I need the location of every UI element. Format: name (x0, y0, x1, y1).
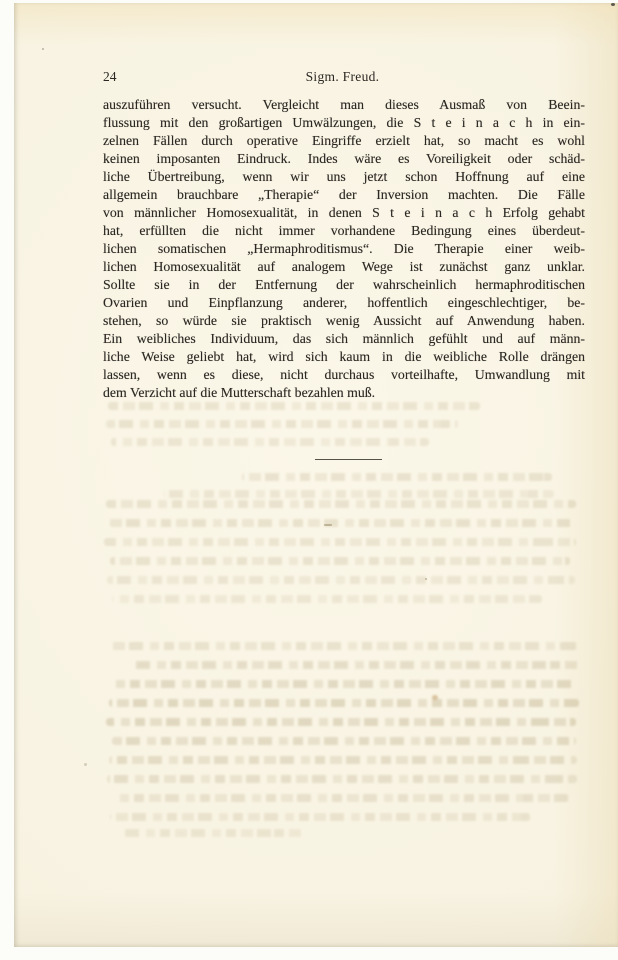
page-header (103, 68, 582, 86)
paragraph-line: stehen, so würde sie praktisch wenig Aussicht auf Anwendung haben. (103, 313, 585, 328)
ghost-text-line (106, 420, 458, 428)
section-divider-rule (315, 459, 382, 460)
paragraph-line: zelnen Fällen durch operative Eingriffe erzielt hat, so macht es wohl (103, 133, 585, 148)
ghost-text-line (106, 500, 576, 508)
book-page (14, 3, 618, 947)
paragraph-line: flussung mit den großartigen Umwälzungen, die S t e i n a c h in ein- (103, 115, 585, 130)
ghost-text-line (104, 538, 576, 546)
ghost-text-line (107, 775, 577, 783)
paragraph-line: allgemein brauchbare „Therapie“ der Inversion machten. Die Fälle (103, 187, 585, 202)
ghost-text-line (110, 813, 530, 821)
paragraph-line: Ein weibliches Individuum, das sich männlich gefühlt und auf männ- (103, 331, 585, 346)
paragraph-line: lassen, wenn es diese, nicht durchaus vorteilhafte, Umwandlung mit (103, 367, 585, 382)
ghost-text-line (109, 756, 577, 764)
ghost-text-line (242, 473, 552, 481)
paragraph-line: Ovarien und Einpflanzung anderer, hoffentlich eingeschlechtiger, be- (103, 295, 585, 310)
scan-speck (432, 695, 438, 700)
ghost-text-line (114, 680, 576, 688)
ghost-text-line (112, 595, 542, 603)
paragraph-line: auszuführen versucht. Vergleicht man dieses Ausmaß von Beein- (103, 97, 585, 112)
paragraph-line: von männlicher Homosexualität, in denen S t e i n a c h Erfolg gehabt (103, 205, 585, 220)
ghost-text-line (134, 661, 579, 669)
scan-speck (611, 3, 615, 6)
paragraph-line: Sollte sie in der Entfernung der wahrscheinlich hermaphroditischen (103, 277, 585, 292)
page-number: 24 (103, 69, 117, 84)
ghost-text-line (111, 438, 429, 446)
paragraph-line: liche Übertreibung, wenn wir uns jetzt schon Hoffnung auf eine (103, 169, 585, 184)
ghost-text-line (109, 642, 577, 650)
ghost-text-line (110, 557, 570, 565)
paragraph-line: hat, erfüllten die nicht immer vorhandene Bedingung eines überdeut- (103, 223, 585, 238)
scan-speck (42, 48, 44, 50)
scan-speck (425, 578, 427, 580)
running-header: Sigm. Freud. (305, 69, 380, 84)
ghost-text-line (107, 576, 575, 584)
paragraph-line: dem Verzicht auf die Mutterschaft bezahlen muß. (103, 385, 376, 400)
ghost-text-line (124, 829, 304, 837)
paragraph-line: lichen Homosexualität auf analogem Wege ist zunächst ganz unklar. (103, 259, 585, 274)
body-text-paragraph (103, 96, 585, 402)
paragraph-line: keinen imposanten Eindruck. Indes wäre es Voreiligkeit oder schäd- (103, 151, 585, 166)
ghost-text-line (114, 794, 569, 802)
paragraph-line: liche Weise geliebt hat, wird sich kaum in die weibliche Rolle drängen (103, 349, 585, 364)
ghost-text-line (109, 699, 579, 707)
ghost-text-line (108, 402, 480, 410)
paragraph-line: lichen somatischen „Hermaphroditismus“. Die Therapie einer weib- (103, 241, 585, 256)
ghost-text-line (164, 490, 554, 498)
ghost-text-line (109, 519, 574, 527)
scan-speck (324, 524, 332, 526)
scan-speck (84, 763, 87, 766)
ghost-text-line (112, 737, 576, 745)
ghost-text-line (106, 718, 576, 726)
